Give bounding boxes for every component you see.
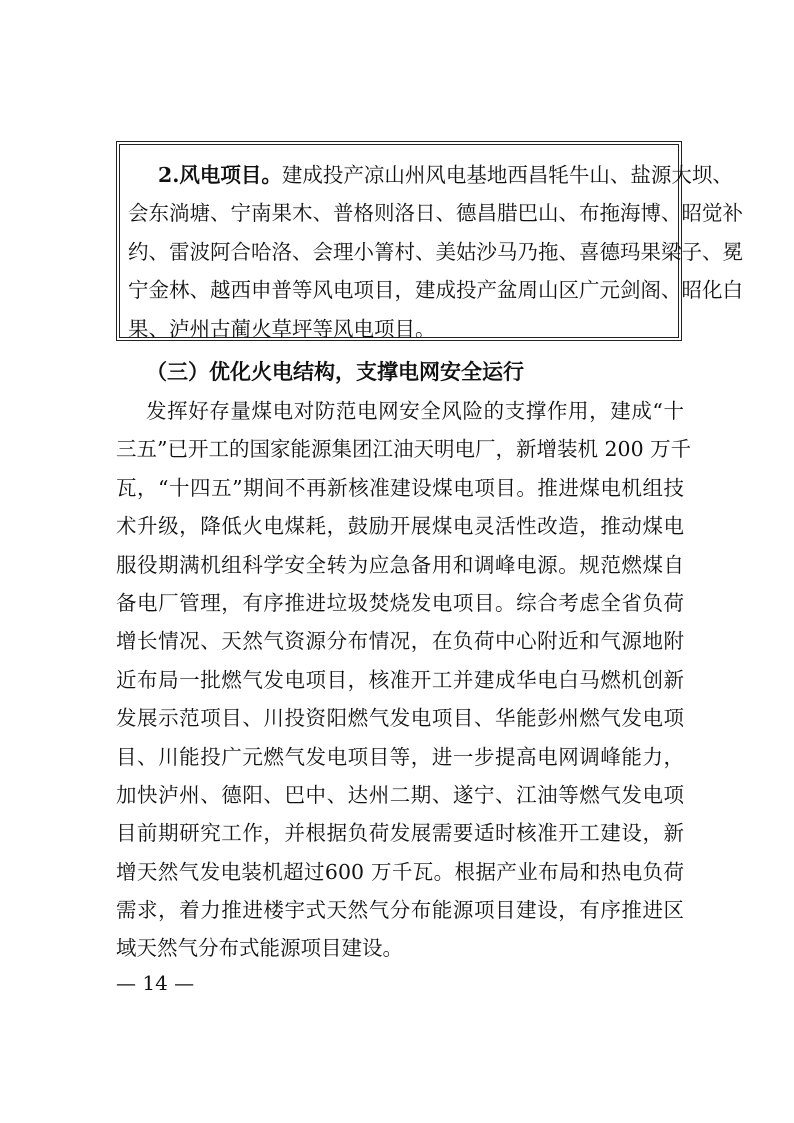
paragraph-line: 增天然气发电装机超过600 万千瓦。根据产业布局和热电负荷 bbox=[116, 859, 684, 884]
paragraph-line: 术升级，降低火电煤耗，鼓励开展煤电灵活性改造，推动煤电 bbox=[116, 514, 684, 539]
box-line: 宁金林、越西申普等风电项目，建成投产盆周山区广元剑阁、昭化白 bbox=[128, 278, 743, 303]
paragraph-line: 发挥好存量煤电对防范电网安全风险的支撑作用，建成“十 bbox=[146, 399, 684, 423]
body-paragraph bbox=[116, 392, 692, 968]
paragraph-line: 服役期满机组科学安全转为应急备用和调峰电源。规范燃煤自 bbox=[116, 552, 684, 577]
paragraph-line: 三五”已开工的国家能源集团江油天明电厂，新增装机 200 万千 bbox=[116, 437, 692, 462]
paragraph-line: 发展示范项目、川投资阳燃气发电项目、华能彭州燃气发电项 bbox=[116, 706, 684, 731]
paragraph-line: 加快泸州、德阳、巴中、达州二期、遂宁、江油等燃气发电项 bbox=[116, 782, 684, 807]
paragraph-line: 目、川能投广元燃气发电项目等，进一步提高电网调峰能力， bbox=[116, 744, 684, 769]
wind-power-projects-box bbox=[116, 141, 743, 341]
paragraph-line: 需求，着力推进楼宇式天然气分布能源项目建设，有序推进区 bbox=[116, 898, 684, 923]
paragraph-line: 域天然气分布式能源项目建设。 bbox=[116, 936, 403, 961]
page-number: — 14 — bbox=[116, 971, 195, 995]
paragraph-line: 增长情况、天然气资源分布情况，在负荷中心附近和气源地附 bbox=[116, 629, 684, 654]
box-line: 果、泸州古蔺火草坪等风电项目。 bbox=[128, 316, 436, 341]
box-lead: 2.风电项目。 bbox=[158, 163, 282, 187]
paragraph-line: 备电厂管理，有序推进垃圾焚烧发电项目。综合考虑全省负荷 bbox=[116, 590, 684, 615]
box-line: 约、雷波阿合哈洛、会理小箐村、美姑沙马乃拖、喜德玛果梁子、冕 bbox=[128, 239, 743, 264]
paragraph-line: 瓦，“十四五”期间不再新核准建设煤电项目。推进煤电机组技 bbox=[116, 475, 684, 500]
box-line: 2.风电项目。建成投产凉山州风电基地西昌牦牛山、盐源大坝、 bbox=[158, 163, 733, 187]
box-line: 会东淌塘、宁南果木、普格则洛日、德昌腊巴山、布拖海博、昭觉补 bbox=[128, 201, 743, 226]
paragraph-line: 近布局一批燃气发电项目，核准开工并建成华电白马燃机创新 bbox=[116, 667, 684, 692]
paragraph-line: 目前期研究工作，并根据负荷发展需要适时核准开工建设，新 bbox=[116, 821, 684, 846]
section-heading: （三）优化火电结构，支撑电网安全运行 bbox=[146, 359, 524, 384]
